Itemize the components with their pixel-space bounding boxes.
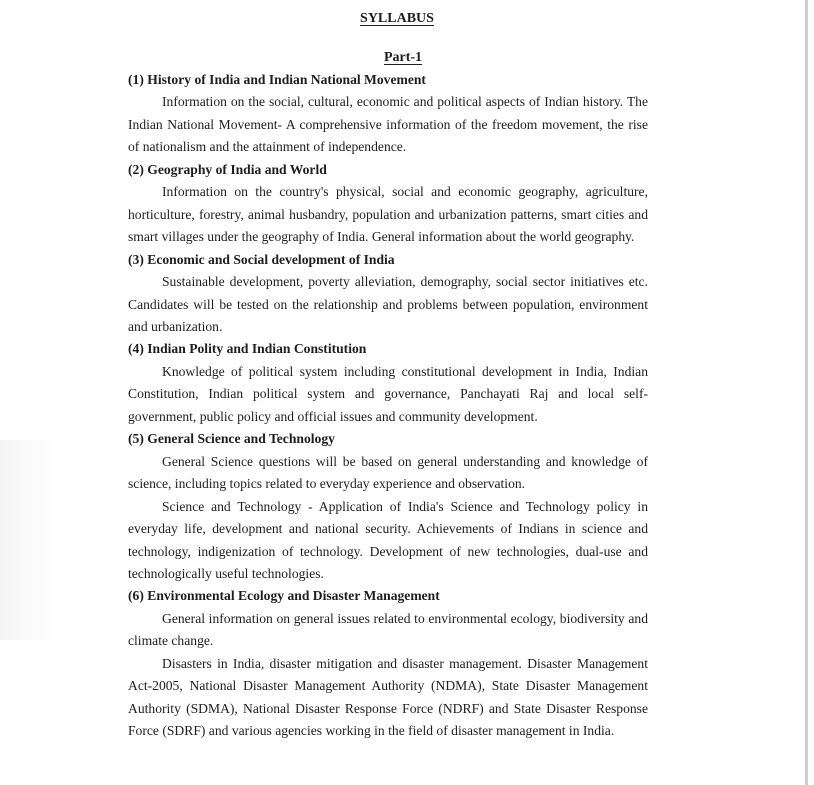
section-heading: (4) Indian Polity and Indian Constitution <box>128 341 367 357</box>
section-heading: (6) Environmental Ecology and Disaster Management <box>128 588 440 604</box>
syllabus-page <box>128 8 648 743</box>
section-4 <box>128 338 648 428</box>
section-paragraph: General Science questions will be based on general understanding and knowledge of science, including topics related to everyday experience and observation. <box>128 453 648 492</box>
section-paragraph: General information on general issues related to environmental ecology, biodiversity and climate change. <box>128 610 648 649</box>
section-heading: (5) General Science and Technology <box>128 431 335 447</box>
section-paragraph: Disasters in India, disaster mitigation and disaster management. Disaster Management Act-2005, National Disaster Management Authority (NDMA), State Disaster Management Authority (SDMA), National Disaster Response Force (NDRF) and State Disaster Response Force (SDRF) and various agencies working in the field of disaster management in India. <box>128 655 648 739</box>
section-paragraph: Knowledge of political system including constitutional development in India, Indian Constitution, Indian political system and governance, Panchayati Raj and local self-government, public policy and official issues and community development. <box>128 363 648 424</box>
document-title-text: SYLLABUS <box>360 11 434 26</box>
section-paragraph: Information on the country's physical, social and economic geography, agriculture, horticulture, forestry, animal husbandry, population and urbanization patterns, smart cities and smart villages under the geography of India. General information about the world geography. <box>128 184 648 245</box>
section-paragraph: Information on the social, cultural, economic and political aspects of Indian history. The Indian National Movement- A comprehensive information of the freedom movement, the rise of nationalism and the attainment of independence. <box>128 94 648 155</box>
document-title <box>128 8 648 30</box>
section-5 <box>128 428 648 585</box>
section-heading: (3) Economic and Social development of India <box>128 251 395 267</box>
section-3 <box>128 249 648 339</box>
part-heading <box>128 47 648 69</box>
section-paragraph: Science and Technology - Application of India's Science and Technology policy in everyday life, development and national security. Achievements of Indians in science and technology, indigenization of technology. Development of new technologies, dual-use and technologically useful technologies. <box>128 498 648 581</box>
section-paragraph: Sustainable development, poverty alleviation, demography, social sector initiatives etc. Candidates will be tested on the relationship and problems between population, environment and urbanization. <box>128 274 648 334</box>
section-heading: (2) Geography of India and World <box>128 161 327 177</box>
section-heading: (1) History of India and Indian National Movement <box>128 72 426 87</box>
page-edge-divider <box>805 0 808 785</box>
section-2 <box>128 159 648 249</box>
scan-shadow <box>0 440 60 640</box>
part-heading-text: Part-1 <box>383 50 423 65</box>
section-6 <box>128 585 648 742</box>
section-1 <box>128 69 648 159</box>
